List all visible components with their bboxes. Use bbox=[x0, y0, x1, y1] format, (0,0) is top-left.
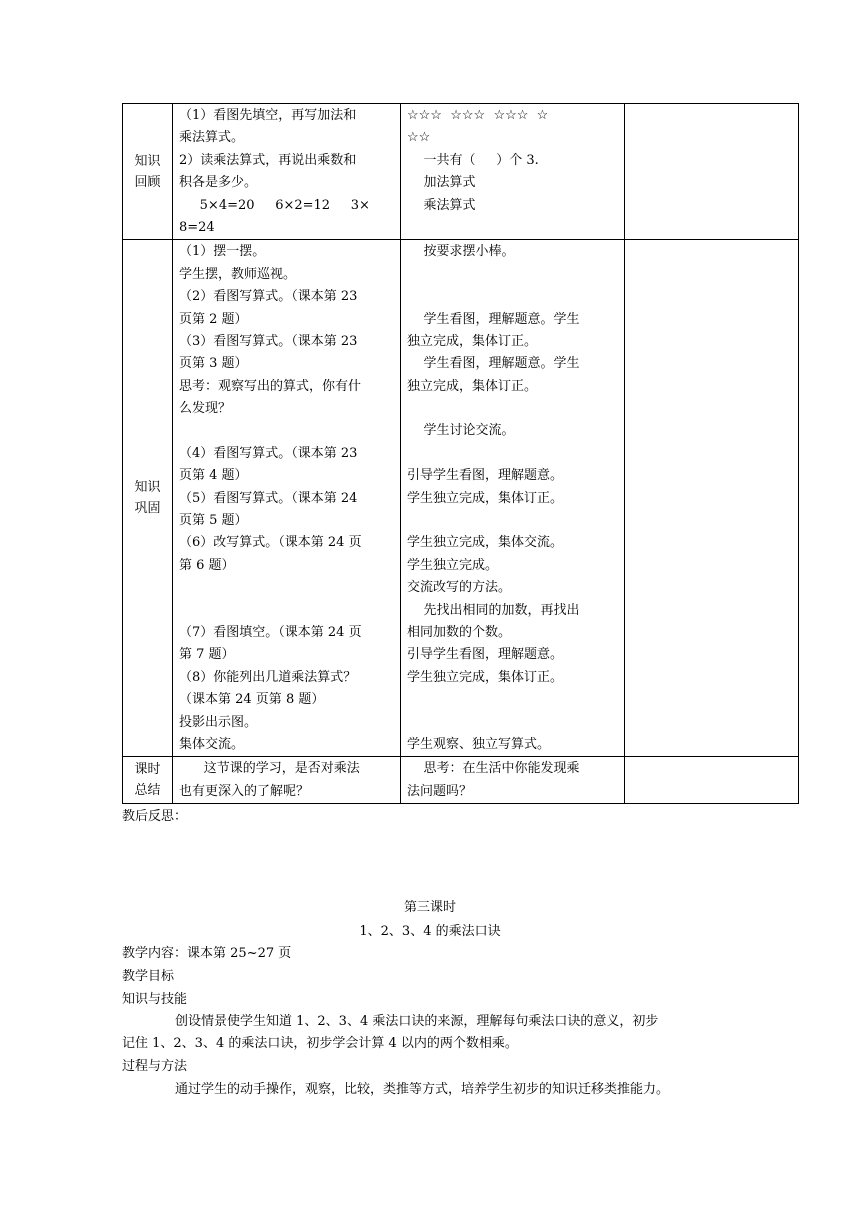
section-label-cell bbox=[123, 104, 173, 240]
teacher-activity-line: （8）你能列出几道乘法算式？ bbox=[179, 669, 357, 685]
process-text: 通过学生的动手操作，观察，比较，类推等方式，培养学生初步的知识迁移类推能力。 bbox=[175, 1082, 670, 1097]
teacher-activity-line: 页第 5 题） bbox=[179, 513, 248, 529]
notes-cell bbox=[625, 104, 799, 240]
student-activity-line: 交流改写的方法。 bbox=[407, 580, 512, 596]
teacher-activity-line: 第 6 题） bbox=[179, 557, 235, 573]
teacher-activity-cell bbox=[173, 104, 401, 240]
section-label-part: 知识 bbox=[134, 480, 161, 496]
student-activity-line: 思考：在生活中你能发现乘 bbox=[407, 761, 580, 777]
teacher-activity-line: （1）摆一摆。 bbox=[179, 244, 266, 260]
student-activity-line bbox=[407, 398, 621, 420]
student-activity-line: ☆☆☆ ☆☆☆ ☆☆☆ ☆ bbox=[407, 108, 549, 123]
teacher-activity-line: 页第 3 题） bbox=[179, 356, 248, 372]
teacher-activity-line: （4）看图写算式。（课本第 23 bbox=[179, 445, 358, 461]
section-label-part: 知识 bbox=[134, 153, 161, 169]
student-activity-line: 法问题吗？ bbox=[407, 783, 473, 799]
student-activity-line bbox=[407, 689, 621, 711]
student-activity-cell bbox=[401, 240, 625, 757]
teacher-activity-line bbox=[179, 600, 397, 622]
notes-cell bbox=[625, 240, 799, 757]
student-activity-line bbox=[407, 217, 621, 239]
notes-cell bbox=[625, 757, 799, 804]
teacher-activity-line: 页第 4 题） bbox=[179, 468, 248, 484]
student-activity-cell bbox=[401, 104, 625, 240]
reflection-label: 教后反思： bbox=[122, 809, 188, 824]
teacher-activity-line: 学生摆，教师巡视。 bbox=[179, 266, 297, 282]
student-activity-line: 学生独立完成，集体订正。 bbox=[407, 669, 564, 685]
teacher-activity-line: （2）看图写算式。（课本第 23 bbox=[179, 289, 358, 305]
table-row-consolidation bbox=[123, 240, 799, 757]
teacher-activity-line: 也有更深入的了解呢？ bbox=[179, 783, 310, 799]
teacher-activity-line: 投影出示图。 bbox=[179, 714, 258, 730]
teacher-activity-line: （6）改写算式。（课本第 24 页 bbox=[179, 535, 362, 551]
process-heading: 过程与方法 bbox=[122, 1059, 188, 1074]
table-row-review bbox=[123, 104, 799, 240]
student-activity-line: 学生看图，理解题意。学生 bbox=[407, 311, 580, 327]
section-label-part: 课时 bbox=[134, 762, 161, 778]
student-activity-line: 一共有（ ）个 3. bbox=[407, 152, 539, 168]
teacher-activity-line: （3）看图写算式。（课本第 23 bbox=[179, 333, 358, 349]
student-activity-line: 独立完成，集体订正。 bbox=[407, 378, 538, 394]
teacher-activity-line: 8=24 bbox=[179, 219, 215, 235]
section-label-cell bbox=[123, 757, 173, 804]
section-label-cell bbox=[123, 240, 173, 757]
teacher-activity-cell bbox=[173, 240, 401, 757]
teacher-activity-line: 第 7 题） bbox=[179, 647, 235, 663]
teacher-activity-line: 这节课的学习，是否对乘法 bbox=[179, 761, 360, 777]
section-label bbox=[123, 477, 172, 519]
knowledge-text-line-2: 记住 1、2、3、4 的乘法口诀，初步学会计算 4 以内的两个数相乘。 bbox=[122, 1036, 518, 1051]
lesson-plan-table-body bbox=[123, 104, 799, 804]
teacher-activity-line: 5×4=20 6×2=12 3× bbox=[179, 197, 370, 213]
lesson-plan-table bbox=[122, 103, 799, 804]
student-activity-line bbox=[407, 443, 621, 465]
knowledge-text-line-1: 创设情景使学生知道 1、2、3、4 乘法口诀的来源，理解每句乘法口诀的意义，初步 bbox=[175, 1014, 659, 1029]
student-activity-line: 加法算式 bbox=[407, 175, 476, 191]
teacher-activity-line: （课本第 24 页第 8 题） bbox=[179, 692, 325, 708]
teaching-content: 教学内容：课本第 25~27 页 bbox=[122, 946, 292, 961]
teacher-activity-line bbox=[179, 420, 397, 442]
teacher-activity-line: 集体交流。 bbox=[179, 736, 245, 752]
section-label bbox=[123, 151, 172, 193]
teacher-activity-line: 思考：观察写出的算式，你有什 bbox=[179, 378, 362, 394]
teacher-activity-line: 页第 2 题） bbox=[179, 311, 248, 327]
teacher-activity-cell bbox=[173, 757, 401, 804]
student-activity-line: 学生看图，理解题意。学生 bbox=[407, 356, 580, 372]
student-activity-line: 引导学生看图，理解题意。 bbox=[407, 468, 564, 484]
section-label bbox=[123, 759, 172, 801]
student-activity-line: 学生独立完成。 bbox=[407, 557, 499, 573]
student-activity-line: 乘法算式 bbox=[407, 197, 476, 213]
section-label-part: 回顾 bbox=[134, 174, 161, 190]
goals-heading: 教学目标 bbox=[122, 969, 175, 984]
student-activity-line: 按要求摆小棒。 bbox=[407, 244, 515, 260]
student-activity-line bbox=[407, 286, 621, 308]
student-activity-line bbox=[407, 264, 621, 286]
section-label-part: 总结 bbox=[134, 783, 161, 799]
teacher-activity-line: 2）读乘法算式，再说出乘数和 bbox=[179, 152, 357, 168]
student-activity-line: 相同加数的个数。 bbox=[407, 624, 512, 640]
student-activity-line: 先找出相同的加数，再找出 bbox=[407, 602, 580, 618]
teacher-activity-line: 么发现？ bbox=[179, 401, 232, 417]
knowledge-heading: 知识与技能 bbox=[122, 992, 188, 1007]
student-activity-line bbox=[407, 712, 621, 734]
section-label-part: 巩固 bbox=[134, 501, 161, 517]
teacher-activity-line: 积各是多少。 bbox=[179, 175, 258, 191]
teacher-activity-line: （7）看图填空。（课本第 24 页 bbox=[179, 624, 362, 640]
table-row-summary bbox=[123, 757, 799, 804]
student-activity-line: 引导学生看图，理解题意。 bbox=[407, 647, 564, 663]
student-activity-line: 独立完成，集体订正。 bbox=[407, 333, 538, 349]
teacher-activity-line: 乘法算式。 bbox=[179, 130, 245, 146]
student-activity-line: 学生独立完成，集体订正。 bbox=[407, 490, 564, 506]
student-activity-line: ☆☆ bbox=[407, 130, 431, 146]
lesson-period: 第三课时 bbox=[403, 900, 456, 915]
student-activity-cell bbox=[401, 757, 625, 804]
lesson-title: 1、2、3、4 的乘法口诀 bbox=[359, 924, 501, 939]
student-activity-line: 学生独立完成，集体交流。 bbox=[407, 535, 564, 551]
student-activity-line: 学生讨论交流。 bbox=[407, 423, 515, 439]
student-activity-line: 学生观察、独立写算式。 bbox=[407, 736, 551, 752]
teacher-activity-line bbox=[179, 577, 397, 599]
student-activity-line bbox=[407, 510, 621, 532]
teacher-activity-line: （1）看图先填空，再写加法和 bbox=[179, 108, 357, 123]
teacher-activity-line: （5）看图写算式。（课本第 24 bbox=[179, 490, 358, 506]
